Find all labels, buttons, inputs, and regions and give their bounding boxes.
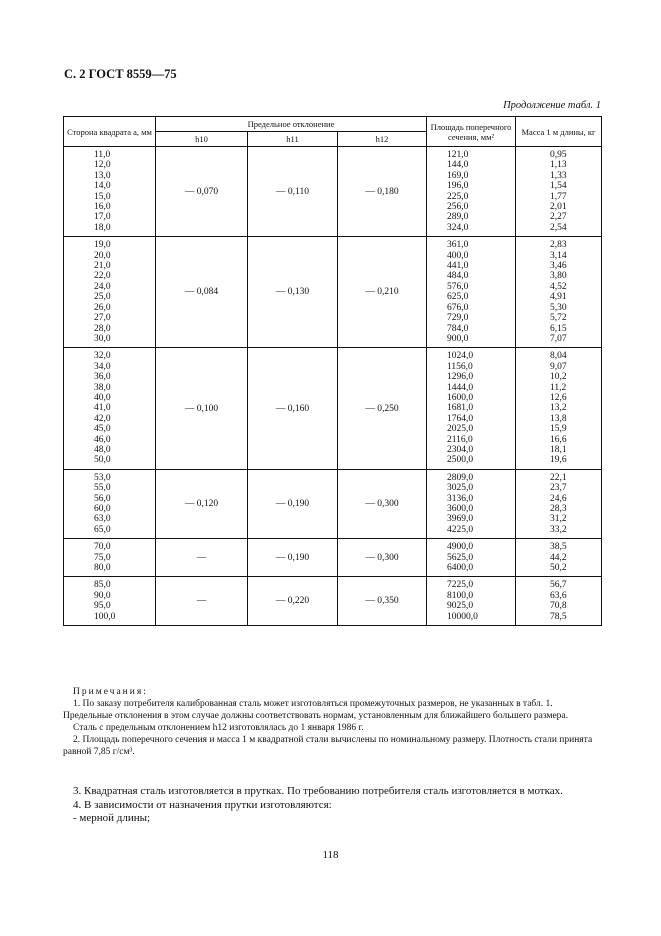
side-cell-value: 56,0 xyxy=(94,493,111,504)
side-cell-value: 26,0 xyxy=(94,302,111,313)
mass-cell-value: 12,6 xyxy=(550,392,567,403)
mass-cell-value: 50,2 xyxy=(550,563,567,574)
mass-cell-value: 1,77 xyxy=(550,191,567,202)
side-cell-value: 60,0 xyxy=(94,504,111,514)
side-cell-value: 65,0 xyxy=(94,524,111,535)
side-cell-value: 22,0 xyxy=(94,271,111,282)
mass-cell-value: 24,6 xyxy=(550,493,567,504)
side-cell xyxy=(64,469,156,538)
side-cell-value: 53,0 xyxy=(94,472,111,483)
note-2: 2. Площадь поперечного сечения и масса 1 м квадратной стали вычислены по номинальному размеру. Плотность стали принята равной 7,85 г/см³. xyxy=(63,735,593,757)
area-cell xyxy=(427,539,516,577)
paragraph-3: 3. Квадратная сталь изготовляется в прутках. По требованию потребителя сталь изготовляется в мотках. xyxy=(73,785,563,797)
side-cell-value: 80,0 xyxy=(94,563,111,574)
header-h10: h10 xyxy=(156,132,248,147)
area-cell-value: 3969,0 xyxy=(447,514,474,525)
mass-cell xyxy=(516,469,602,538)
table-row-group xyxy=(64,469,602,538)
area-cell-value: 1024,0 xyxy=(447,351,474,362)
steel-spec-table xyxy=(63,116,602,626)
area-cell-value: 144,0 xyxy=(447,160,469,171)
mass-cell-value: 3,14 xyxy=(550,250,567,261)
h11-cell: — 0,190 xyxy=(248,539,338,577)
table-row-group xyxy=(64,237,602,348)
mass-cell-value: 6,15 xyxy=(550,323,567,334)
side-cell-value: 95,0 xyxy=(94,601,111,612)
area-cell-value: 10000,0 xyxy=(447,611,478,622)
area-cell-value: 256,0 xyxy=(447,202,469,213)
side-cell xyxy=(64,539,156,577)
area-cell-value: 2809,0 xyxy=(447,472,474,483)
h11-cell: — 0,130 xyxy=(248,237,338,348)
area-cell-value: 9025,0 xyxy=(447,601,474,612)
header-side: Сторона квадрата а, мм xyxy=(64,117,156,147)
side-cell-value: 25,0 xyxy=(94,292,111,303)
header-h12: h12 xyxy=(338,132,427,147)
h12-cell: — 0,210 xyxy=(338,237,427,348)
side-cell-value: 16,0 xyxy=(94,202,111,213)
mass-cell-value: 2,54 xyxy=(550,222,567,233)
mass-cell-value: 0,95 xyxy=(550,150,567,160)
area-cell-value: 5625,0 xyxy=(447,552,474,563)
area-cell-value: 361,0 xyxy=(447,240,469,251)
side-cell-value: 36,0 xyxy=(94,372,111,383)
table-row-group xyxy=(64,577,602,626)
mass-cell-value: 44,2 xyxy=(550,552,567,563)
h10-cell: — 0,120 xyxy=(156,469,248,538)
header-area: Площадь поперечного сечения, мм² xyxy=(427,117,516,147)
side-cell-value: 13,0 xyxy=(94,170,111,181)
mass-cell-value: 63,6 xyxy=(550,590,567,601)
side-cell-value: 14,0 xyxy=(94,181,111,192)
table-continuation-label: Продолжение табл. 1 xyxy=(503,100,601,111)
table-row-group xyxy=(64,348,602,469)
mass-cell-value: 78,5 xyxy=(550,611,567,622)
h12-cell: — 0,250 xyxy=(338,348,427,469)
body-text xyxy=(63,785,601,826)
table-row-group xyxy=(64,539,602,577)
area-cell xyxy=(427,348,516,469)
side-cell-value: 30,0 xyxy=(94,333,111,344)
area-cell-value: 225,0 xyxy=(447,191,469,202)
side-cell-value: 70,0 xyxy=(94,542,111,553)
header-h11: h11 xyxy=(248,132,338,147)
area-cell-value: 6400,0 xyxy=(447,563,474,574)
h10-cell: — xyxy=(156,539,248,577)
side-cell-value: 27,0 xyxy=(94,313,111,324)
mass-cell-value: 38,5 xyxy=(550,542,567,553)
h12-cell: — 0,180 xyxy=(338,147,427,237)
side-cell-value: 75,0 xyxy=(94,552,111,563)
area-cell-value: 625,0 xyxy=(447,292,469,303)
h11-cell: — 0,220 xyxy=(248,577,338,626)
mass-cell-value: 8,04 xyxy=(550,351,567,362)
area-cell-value: 1764,0 xyxy=(447,413,474,424)
area-cell xyxy=(427,237,516,348)
mass-cell-value: 4,52 xyxy=(550,281,567,292)
mass-cell-value: 10,2 xyxy=(550,372,567,383)
mass-cell xyxy=(516,348,602,469)
side-cell-value: 21,0 xyxy=(94,261,111,272)
notes-title: Примечания: xyxy=(73,687,148,697)
side-cell-value: 40,0 xyxy=(94,392,111,403)
area-cell-value: 441,0 xyxy=(447,261,469,272)
area-cell-value: 8100,0 xyxy=(447,590,474,601)
h10-cell: — 0,100 xyxy=(156,348,248,469)
side-cell-value: 11,0 xyxy=(94,150,111,160)
area-cell-value: 900,0 xyxy=(447,333,469,344)
mass-cell-value: 1,54 xyxy=(550,181,567,192)
side-cell xyxy=(64,237,156,348)
area-cell-value: 2304,0 xyxy=(447,444,474,455)
side-cell-value: 85,0 xyxy=(94,580,111,591)
area-cell-value: 1444,0 xyxy=(447,382,474,393)
side-cell-value: 50,0 xyxy=(94,455,111,466)
area-cell-value: 289,0 xyxy=(447,212,469,223)
mass-cell-value: 16,6 xyxy=(550,434,567,445)
area-cell-value: 2025,0 xyxy=(447,424,474,435)
area-cell xyxy=(427,469,516,538)
side-cell-value: 100,0 xyxy=(94,611,116,622)
area-cell-value: 1600,0 xyxy=(447,392,474,403)
mass-cell-value: 1,13 xyxy=(550,160,567,171)
notes-section xyxy=(63,686,601,758)
mass-cell-value: 5,72 xyxy=(550,313,567,324)
mass-cell-value: 3,80 xyxy=(550,271,567,282)
mass-cell-value: 56,7 xyxy=(550,580,567,591)
area-cell-value: 1681,0 xyxy=(447,403,474,414)
mass-cell xyxy=(516,539,602,577)
area-cell-value: 169,0 xyxy=(447,170,469,181)
side-cell xyxy=(64,577,156,626)
side-cell-value: 32,0 xyxy=(94,351,111,362)
area-cell-value: 4225,0 xyxy=(447,524,474,535)
side-cell-value: 19,0 xyxy=(94,240,111,251)
mass-cell-value: 2,27 xyxy=(550,212,567,223)
side-cell-value: 45,0 xyxy=(94,424,111,435)
h10-cell: — 0,084 xyxy=(156,237,248,348)
side-cell-value: 24,0 xyxy=(94,281,111,292)
area-cell-value: 676,0 xyxy=(447,302,469,313)
mass-cell-value: 7,07 xyxy=(550,333,567,344)
mass-cell-value: 2,83 xyxy=(550,240,567,251)
mass-cell-value: 18,1 xyxy=(550,444,567,455)
mass-cell-value: 22,1 xyxy=(550,472,567,483)
area-cell xyxy=(427,577,516,626)
paragraph-4: 4. В зависимости от назначения прутки изготовляются: xyxy=(73,798,332,811)
side-cell-value: 42,0 xyxy=(94,413,111,424)
area-cell-value: 484,0 xyxy=(447,271,469,282)
area-cell xyxy=(427,147,516,237)
mass-cell-value: 11,2 xyxy=(550,382,567,393)
area-cell-value: 7225,0 xyxy=(447,580,474,591)
side-cell-value: 90,0 xyxy=(94,590,111,601)
mass-cell-value: 15,9 xyxy=(550,424,567,435)
side-cell-value: 41,0 xyxy=(94,403,111,414)
h12-cell: — 0,350 xyxy=(338,577,427,626)
mass-cell-value: 5,30 xyxy=(550,302,567,313)
h11-cell: — 0,110 xyxy=(248,147,338,237)
mass-cell-value: 28,3 xyxy=(550,504,567,514)
side-cell-value: 55,0 xyxy=(94,483,111,494)
area-cell-value: 400,0 xyxy=(447,250,469,261)
side-cell-value: 15,0 xyxy=(94,191,111,202)
area-cell-value: 1156,0 xyxy=(447,361,473,372)
h10-cell: — 0,070 xyxy=(156,147,248,237)
area-cell-value: 2500,0 xyxy=(447,455,474,466)
side-cell-value: 18,0 xyxy=(94,222,111,233)
h11-cell: — 0,190 xyxy=(248,469,338,538)
h12-cell: — 0,300 xyxy=(338,469,427,538)
area-cell-value: 324,0 xyxy=(447,222,469,233)
side-cell-value: 12,0 xyxy=(94,160,111,171)
mass-cell-value: 9,07 xyxy=(550,361,567,372)
note-1: 1. По заказу потребителя калиброванная сталь может изготовляться промежуточных размеров, не указанных в табл. 1. Предельные отклонения в этом случае должны соответствовать нормам, установленным для ближайшего большего размера. xyxy=(63,699,569,721)
mass-cell-value: 1,33 xyxy=(550,170,567,181)
mass-cell xyxy=(516,147,602,237)
mass-cell xyxy=(516,577,602,626)
h10-cell: — xyxy=(156,577,248,626)
area-cell-value: 3600,0 xyxy=(447,504,474,514)
table-row-group xyxy=(64,147,602,237)
mass-cell-value: 31,2 xyxy=(550,514,567,525)
area-cell-value: 4900,0 xyxy=(447,542,474,553)
side-cell-value: 48,0 xyxy=(94,444,111,455)
side-cell-value: 38,0 xyxy=(94,382,111,393)
area-cell-value: 1296,0 xyxy=(447,372,474,383)
area-cell-value: 784,0 xyxy=(447,323,469,334)
mass-cell-value: 2,01 xyxy=(550,202,567,213)
area-cell-value: 3136,0 xyxy=(447,493,474,504)
area-cell-value: 729,0 xyxy=(447,313,469,324)
mass-cell-value: 23,7 xyxy=(550,483,567,494)
side-cell-value: 63,0 xyxy=(94,514,111,525)
mass-cell-value: 13,8 xyxy=(550,413,567,424)
area-cell-value: 2116,0 xyxy=(447,434,473,445)
page-number: 118 xyxy=(322,849,339,861)
page-header: С. 2 ГОСТ 8559—75 xyxy=(64,67,177,81)
h12-cell: — 0,300 xyxy=(338,539,427,577)
mass-cell-value: 33,2 xyxy=(550,524,567,535)
side-cell xyxy=(64,147,156,237)
mass-cell xyxy=(516,237,602,348)
header-deviation: Предельное отклонение xyxy=(156,117,427,132)
mass-cell-value: 3,46 xyxy=(550,261,567,272)
area-cell-value: 576,0 xyxy=(447,281,469,292)
mass-cell-value: 4,91 xyxy=(550,292,567,303)
side-cell-value: 28,0 xyxy=(94,323,111,334)
side-cell-value: 34,0 xyxy=(94,361,111,372)
h11-cell: — 0,160 xyxy=(248,348,338,469)
area-cell-value: 121,0 xyxy=(447,150,469,160)
mass-cell-value: 19,6 xyxy=(550,455,567,466)
paragraph-4-item: - мерной длины; xyxy=(73,812,151,824)
note-1b: Сталь с предельным отклонением h12 изготовлялась до 1 января 1986 г. xyxy=(73,723,364,733)
side-cell-value: 20,0 xyxy=(94,250,111,261)
area-cell-value: 3025,0 xyxy=(447,483,474,494)
table-body xyxy=(64,147,602,626)
mass-cell-value: 13,2 xyxy=(550,403,567,414)
side-cell-value: 17,0 xyxy=(94,212,111,223)
mass-cell-value: 70,8 xyxy=(550,601,567,612)
side-cell-value: 46,0 xyxy=(94,434,111,445)
header-mass: Масса 1 м длины, кг xyxy=(516,117,602,147)
area-cell-value: 196,0 xyxy=(447,181,469,192)
side-cell xyxy=(64,348,156,469)
